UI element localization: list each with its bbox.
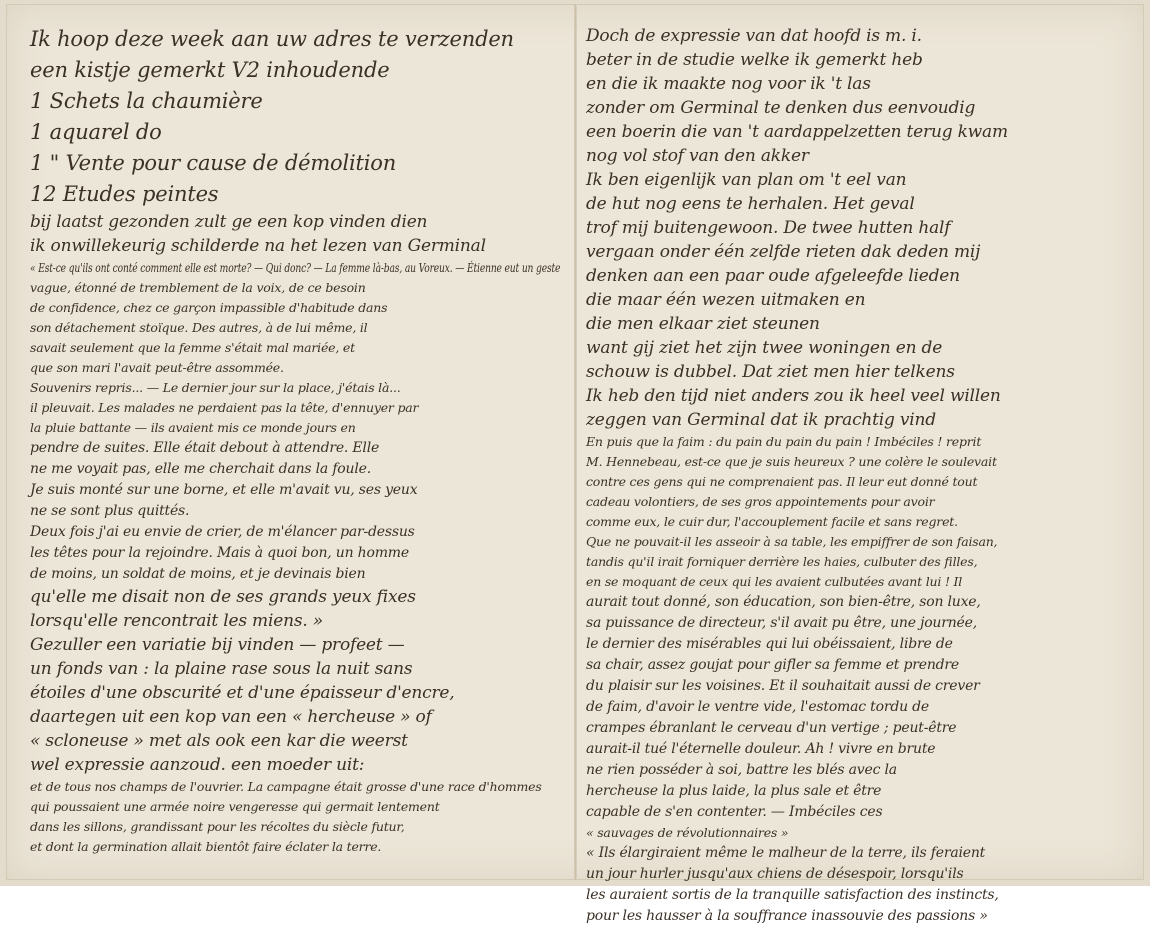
quote-line: Deux fois j'ai eu envie de crier, de m'élancer par-dessus [30,524,415,540]
quote-line: que son mari l'avait peut-être assommée. [30,360,284,375]
letter-line: un fonds van : la plaine rase sous la nuit sans [30,659,413,679]
letter-line: Ik ben eigenlijk van plan om 't eel van [586,170,907,190]
center-fold [574,4,577,880]
letter-line: Doch de expressie van dat hoofd is m. i. [586,26,922,46]
letter-line: trof mij buitengewoon. De twee hutten half [586,218,951,238]
quote-line: cadeau volontiers, de ses gros appointements pour avoir [586,494,935,509]
quote-line: qu'elle me disait non de ses grands yeux fixes [30,587,416,607]
quote-line: dans les sillons, grandissant pour les récoltes du siècle futur, [30,819,405,834]
quote-line: En puis que la faim : du pain du pain du pain ! Imbéciles ! reprit [586,434,982,449]
quote-line: tandis qu'il irait forniquer derrière les haies, culbuter des filles, [586,554,978,569]
quote-line: la pluie battante — ils avaient mis ce monde jours en [30,420,356,435]
quote-line: crampes ébranlant le cerveau d'un vertige ; peut-être [586,720,957,736]
quote-line: de confidence, chez ce garçon impassible d'habitude dans [30,300,388,315]
quote-line: pendre de suites. Elle était debout à attendre. Elle [30,440,380,456]
right-page [586,24,1136,924]
quote-line: qui poussaient une armée noire vengeresse qui germait lentement [30,799,440,814]
letter-line: een boerin die van 't aardappelzetten terug kwam [586,122,1008,142]
quote-line: comme eux, le cuir dur, l'accouplement facile et sans regret. [586,514,958,529]
letter-line: vergaan onder één zelfde rieten dak deden mij [586,242,981,262]
letter-line: de hut nog eens te herhalen. Het geval [586,194,915,214]
quote-line: lorsqu'elle rencontrait les miens. » [30,611,323,631]
quote-line: de moins, un soldat de moins, et je devinais bien [30,566,366,582]
letter-line: « scloneuse » met als ook een kar die weerst [30,731,408,751]
quote-line: il pleuvait. Les malades ne perdaient pas la tête, d'ennuyer par [30,400,419,415]
quote-line: « Est-ce qu'ils ont conté comment elle est morte? — Qui donc? — La femme là-bas, au Voreux. — Étienne eut un geste [30,260,561,275]
quote-line: capable de s'en contenter. — Imbéciles ces [586,804,883,820]
letter-line: Gezuller een variatie bij vinden — profeet — [30,635,405,655]
letter-line: 1 Schets la chaumière [30,89,263,113]
quote-line: savait seulement que la femme s'était mal mariée, et [30,340,355,355]
quote-line: son détachement stoïque. Des autres, à de lui même, il [30,320,368,335]
quote-line: M. Hennebeau, est-ce que je suis heureux ? une colère le soulevait [586,454,997,469]
letter-line: 1 aquarel do [30,120,162,144]
quote-line: ne rien posséder à soi, battre les blés avec la [586,762,897,778]
quote-line: et de tous nos champs de l'ouvrier. La campagne était grosse d'une race d'hommes [30,779,542,794]
quote-line: pour les hausser à la souffrance inassouvie des passions » [586,908,988,924]
quote-line: un jour hurler jusqu'aux chiens de désespoir, lorsqu'ils [586,866,964,882]
letter-line: bij laatst gezonden zult ge een kop vinden dien [30,212,428,232]
quote-line: le dernier des misérables qui lui obéissaient, libre de [586,636,953,652]
quote-line: Je suis monté sur une borne, et elle m'avait vu, ses yeux [30,482,418,498]
letter-line: schouw is dubbel. Dat ziet men hier telkens [586,362,955,382]
quote-line: Que ne pouvait-il les asseoir à sa table, les empiffrer de son faisan, [586,534,998,549]
letter-line: ik onwillekeurig schilderde na het lezen van Germinal [30,236,486,256]
letter-line: nog vol stof van den akker [586,146,809,166]
letter-line: étoiles d'une obscurité et d'une épaisseur d'encre, [30,683,455,703]
letter-line: die men elkaar ziet steunen [586,314,820,334]
letter-line: want gij ziet het zijn twee woningen en de [586,338,943,358]
quote-line: ne me voyait pas, elle me cherchait dans la foule. [30,461,371,477]
letter-line: wel expressie aanzoud. een moeder uit: [30,755,365,775]
letter-line: 1 " Vente pour cause de démolition [30,151,397,175]
quote-line: ne se sont plus quittés. [30,503,190,519]
letter-line: Ik heb den tijd niet anders zou ik heel veel willen [586,386,1001,406]
quote-line: aurait tout donné, son éducation, son bien-être, son luxe, [586,594,981,610]
quote-line: « sauvages de révolutionnaires » [586,825,789,840]
quote-line: et dont la germination allait bientôt faire éclater la terre. [30,839,382,854]
letter-line: Ik hoop deze week aan uw adres te verzenden [30,27,514,51]
letter-line: die maar één wezen uitmaken en [586,290,866,310]
quote-line: aurait-il tué l'éternelle douleur. Ah ! vivre en brute [586,741,936,757]
quote-line: Souvenirs repris... — Le dernier jour sur la place, j'étais là... [30,380,401,395]
letter-line: denken aan een paar oude afgeleefde lieden [586,266,960,286]
letter-line: zeggen van Germinal dat ik prachtig vind [586,410,936,430]
quote-line: « Ils élargiraient même le malheur de la terre, ils feraient [586,845,986,861]
left-page [30,24,560,872]
letter-line: een kistje gemerkt V2 inhoudende [30,58,390,82]
letter-line: beter in de studie welke ik gemerkt heb [586,50,923,70]
quote-line: de faim, d'avoir le ventre vide, l'estomac tordu de [586,699,929,715]
letter-line: daartegen uit een kop van een « hercheuse » of [30,707,432,727]
quote-line: sa puissance de directeur, s'il avait pu être, une journée, [586,615,977,631]
quote-line: du plaisir sur les voisines. Et il souhaitait aussi de crever [586,678,980,694]
quote-line: les auraient sortis de la tranquille satisfaction des instincts, [586,887,999,903]
letter-line: 12 Etudes peintes [30,182,219,206]
quote-line: les têtes pour la rejoindre. Mais à quoi bon, un homme [30,545,409,561]
letter-line: zonder om Germinal te denken dus eenvoudig [586,98,976,118]
quote-line: vague, étonné de tremblement de la voix, de ce besoin [30,280,366,295]
letter-line: en die ik maakte nog voor ik 't las [586,74,871,94]
quote-line: hercheuse la plus laide, la plus sale et être [586,783,882,799]
quote-line: sa chair, assez goujat pour gifler sa femme et prendre [586,657,959,673]
quote-line: en se moquant de ceux qui les avaient culbutées avant lui ! Il [586,574,963,589]
quote-line: contre ces gens qui ne comprenaient pas. Il leur eut donné tout [586,474,978,489]
